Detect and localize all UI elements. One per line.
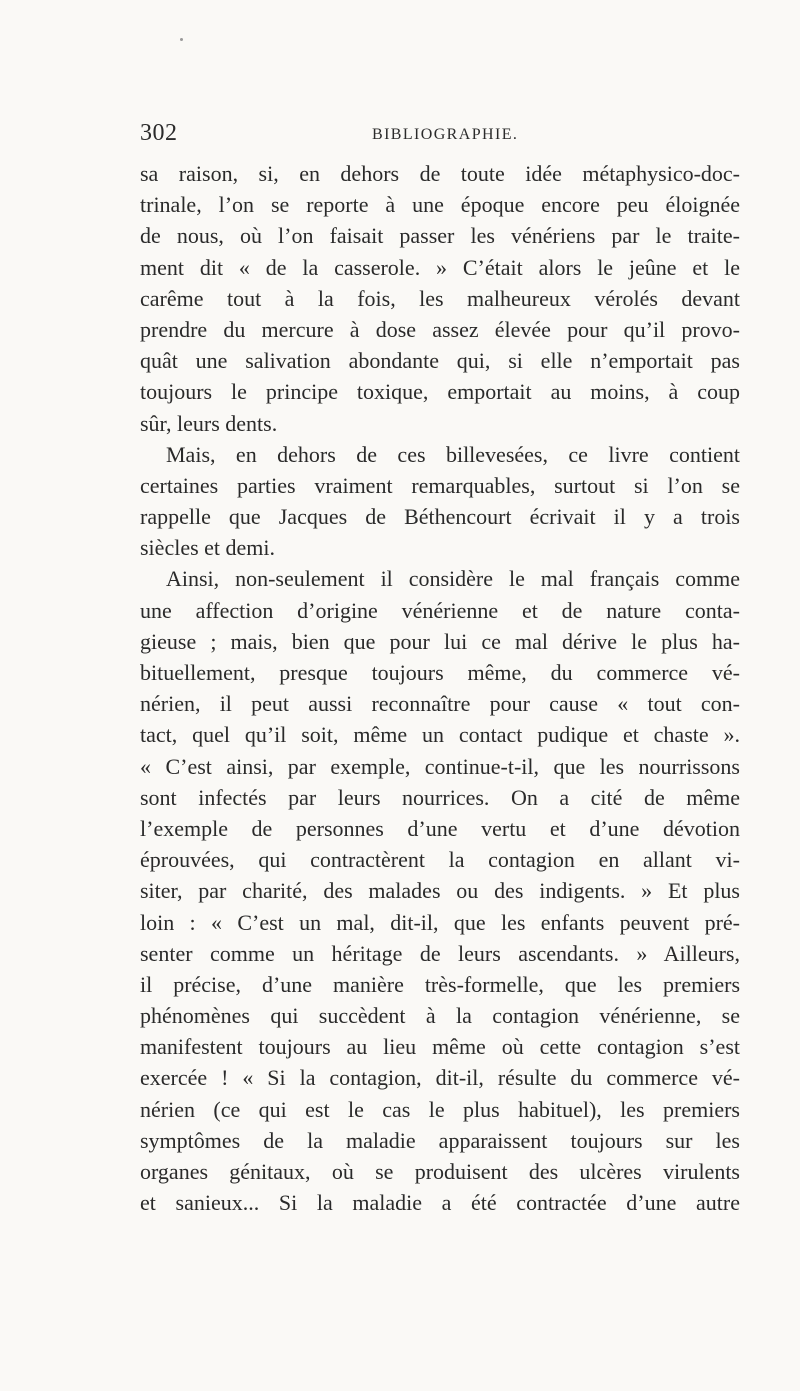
text-line: sa raison, si, en dehors de toute idée métaphysico-doc-: [140, 161, 740, 186]
text-line: certaines parties vraiment remarquables, surtout si l’on se: [140, 472, 740, 498]
text-line: nérien, il peut aussi reconnaître pour cause « tout con-: [140, 691, 740, 717]
paragraph-end-line: siècles et demi.: [140, 535, 276, 561]
text-line: prendre du mercure à dose assez élevée pour qu’il provo-: [140, 316, 740, 342]
text-line: éprouvées, qui contractèrent la contagion en allant vi-: [140, 847, 740, 873]
paragraph-first-line: Mais, en dehors de ces billevesées, ce livre contient: [166, 441, 740, 467]
page-header: [140, 120, 740, 150]
body-text: [140, 158, 740, 1218]
text-line: toujours le principe toxique, emportait au moins, à coup: [140, 379, 740, 405]
text-line: nérien (ce qui est le cas le plus habituel), les premiers: [140, 1096, 740, 1122]
text-line: rappelle que Jacques de Béthencourt écrivait il y a trois: [140, 504, 740, 530]
text-line: bituellement, presque toujours même, du commerce vé-: [140, 660, 740, 685]
text-line: ment dit « de la casserole. » C’était alors le jeûne et le: [140, 254, 740, 280]
text-line: une affection d’origine vénérienne et de nature conta-: [140, 597, 740, 623]
text-line: trinale, l’on se reporte à une époque encore peu éloignée: [140, 192, 740, 218]
text-line: l’exemple de personnes d’une vertu et d’une dévotion: [140, 815, 740, 841]
text-line: « C’est ainsi, par exemple, continue-t-il, que les nourrissons: [140, 753, 740, 779]
text-line: tact, quel qu’il soit, même un contact pudique et chaste ».: [140, 722, 740, 748]
text-line: et sanieux... Si la maladie a été contractée d’une autre: [140, 1190, 740, 1216]
ink-speck: [180, 38, 183, 41]
text-line: siter, par charité, des malades ou des indigents. » Et plus: [140, 878, 740, 904]
text-line: senter comme un héritage de leurs ascendants. » Ailleurs,: [140, 940, 740, 966]
text-line: organes génitaux, où se produisent des ulcères virulents: [140, 1159, 740, 1184]
paragraph-first-line: Ainsi, non-seulement il considère le mal français comme: [166, 566, 740, 592]
text-line: quât une salivation abondante qui, si elle n’emportait pas: [140, 348, 740, 374]
text-line: loin : « C’est un mal, dit-il, que les enfants peuvent pré-: [140, 909, 740, 935]
page-number: 302: [140, 120, 178, 146]
text-line: carême tout à la fois, les malheureux vérolés devant: [140, 285, 740, 311]
text-line: gieuse ; mais, bien que pour lui ce mal dérive le plus ha-: [140, 628, 740, 654]
text-line: exercée ! « Si la contagion, dit-il, résulte du commerce vé-: [140, 1065, 740, 1091]
text-line: il précise, d’une manière très-formelle, que les premiers: [140, 971, 740, 997]
paragraph-end-line: sûr, leurs dents.: [140, 410, 278, 436]
running-title: BIBLIOGRAPHIE.: [372, 126, 519, 143]
text-line: sont infectés par leurs nourrices. On a cité de même: [140, 784, 740, 810]
text-line: de nous, où l’on faisait passer les vénériens par le traite-: [140, 223, 740, 249]
text-line: phénomènes qui succèdent à la contagion vénérienne, se: [140, 1003, 740, 1029]
text-line: manifestent toujours au lieu même où cette contagion s’est: [140, 1034, 740, 1060]
text-line: symptômes de la maladie apparaissent toujours sur les: [140, 1127, 740, 1153]
